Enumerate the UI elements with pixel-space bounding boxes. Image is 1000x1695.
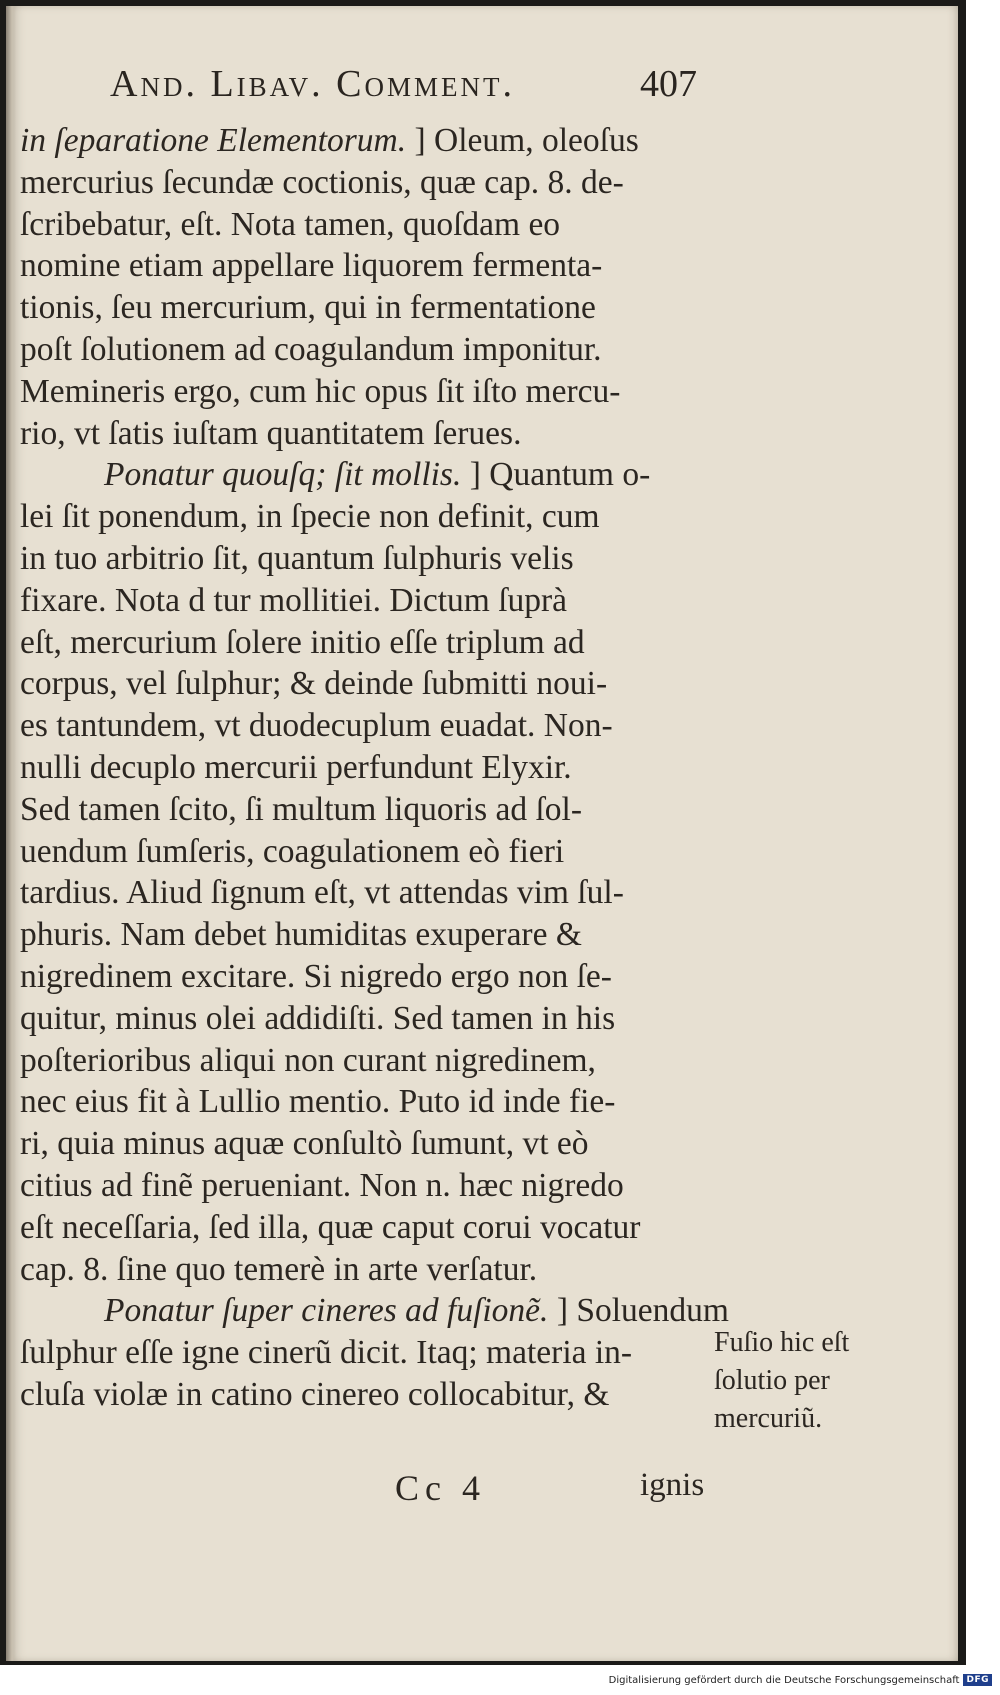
line-text: citius ad finẽ perueniant. Non n. hæc nigredo bbox=[20, 1166, 624, 1204]
line-text: eſt, mercurium ſolere initio eſſe triplum ad bbox=[20, 623, 585, 661]
text-line bbox=[20, 204, 710, 246]
text-line bbox=[20, 538, 710, 580]
text-line bbox=[20, 914, 710, 956]
line-text: ] Quantum o- bbox=[461, 456, 651, 494]
line-text: mercurius ſecundæ coctionis, quæ cap. 8. de- bbox=[20, 163, 624, 201]
marginal-note-line: Fuſio hic eſt bbox=[714, 1327, 850, 1358]
lemma: in ſeparatione Elementorum. bbox=[20, 122, 407, 159]
marginal-note-line: mercuriũ. bbox=[714, 1403, 823, 1434]
text-line bbox=[20, 1290, 729, 1332]
running-title: And. Libav. Comment. bbox=[110, 63, 516, 105]
line-text: ſulphur eſſe igne cinerũ dicit. Itaq; materia in- bbox=[20, 1334, 633, 1372]
digitization-credit bbox=[609, 1674, 992, 1686]
page-header bbox=[110, 62, 710, 112]
page-gutter-shadow bbox=[6, 6, 16, 1661]
text-line bbox=[20, 1332, 710, 1374]
commentary-text bbox=[20, 120, 729, 1416]
text-line bbox=[20, 287, 710, 329]
text-line bbox=[20, 245, 710, 287]
line-text: tardius. Aliud ſignum eſt, vt attendas vim ſul- bbox=[20, 874, 624, 912]
text-line bbox=[20, 872, 710, 914]
text-line bbox=[20, 1081, 710, 1123]
line-text: poſt ſolutionem ad coagulandum imponitur. bbox=[20, 330, 602, 368]
line-text: Memineris ergo, cum hic opus ſit iſto mercu- bbox=[20, 372, 621, 410]
line-text: corpus, vel ſulphur; & deinde ſubmitti noui- bbox=[20, 665, 608, 703]
line-text: nulli decuplo mercurii perfundunt Elyxir. bbox=[20, 748, 572, 786]
line-text: cluſa violæ in catino cinereo collocabitur, & bbox=[20, 1375, 610, 1413]
line-text: phuris. Nam debet humiditas exuperare & bbox=[20, 916, 582, 954]
line-text: rio, vt ſatis iuſtam quantitatem ſerues. bbox=[20, 414, 522, 452]
text-line bbox=[20, 1123, 710, 1165]
line-text: ri, quia minus aquæ conſultò ſumunt, vt eò bbox=[20, 1125, 589, 1163]
marginal-note-line: ſolutio per bbox=[714, 1365, 830, 1396]
text-line bbox=[20, 622, 710, 664]
line-text: Sed tamen ſcito, ſi multum liquoris ad ſol- bbox=[20, 790, 582, 828]
text-line bbox=[20, 1374, 710, 1416]
line-text: ] Soluendum bbox=[548, 1292, 729, 1330]
signature-mark: Cc 4 bbox=[395, 1468, 486, 1508]
page-number: 407 bbox=[640, 63, 697, 105]
line-text: nigredinem excitare. Si nigredo ergo non ſe- bbox=[20, 957, 612, 995]
text-line bbox=[20, 454, 710, 496]
text-line bbox=[20, 998, 710, 1040]
line-text: ſcribebatur, eſt. Nota tamen, quoſdam eo bbox=[20, 205, 561, 243]
text-line bbox=[20, 789, 710, 831]
line-text: tionis, ſeu mercurium, qui in fermentatione bbox=[20, 289, 596, 327]
text-line bbox=[20, 705, 710, 747]
text-line bbox=[20, 1165, 710, 1207]
text-line bbox=[20, 329, 710, 371]
text-line bbox=[20, 120, 710, 162]
text-line bbox=[20, 496, 710, 538]
text-line bbox=[20, 1207, 710, 1249]
line-text: es tantundem, vt duodecuplum euadat. Non- bbox=[20, 707, 613, 745]
text-line bbox=[20, 371, 710, 413]
line-text: fixare. Nota d tur mollitiei. Dictum ſuprà bbox=[20, 581, 568, 619]
line-text: uendum ſumſeris, coagulationem eò fieri bbox=[20, 832, 565, 870]
lemma: Ponatur ſuper cineres ad fuſionẽ. bbox=[104, 1292, 549, 1330]
text-line bbox=[20, 747, 710, 789]
line-text: ] Oleum, oleoſus bbox=[406, 122, 639, 159]
line-text: nomine etiam appellare liquorem fermenta- bbox=[20, 247, 603, 285]
text-line bbox=[20, 1040, 710, 1082]
text-line bbox=[20, 580, 710, 622]
line-text: quitur, minus olei addidiſti. Sed tamen in his bbox=[20, 999, 616, 1037]
line-text: eſt neceſſaria, ſed illa, quæ caput corui vocatur bbox=[20, 1208, 641, 1246]
text-line bbox=[20, 956, 710, 998]
lemma: Ponatur quouſq; ſit mollis. bbox=[104, 456, 462, 494]
credit-text: Digitalisierung gefördert durch die Deutsche Forschungsgemeinschaft bbox=[608, 1674, 960, 1686]
text-line bbox=[20, 1249, 710, 1291]
text-line bbox=[20, 162, 710, 204]
line-text: poſterioribus aliqui non curant nigredinem, bbox=[20, 1041, 596, 1079]
text-line bbox=[20, 413, 710, 455]
text-line bbox=[20, 831, 710, 873]
line-text: cap. 8. ſine quo temerè in arte verſatur. bbox=[20, 1250, 538, 1288]
catchword: ignis bbox=[640, 1467, 705, 1503]
text-line bbox=[20, 663, 710, 705]
line-text: lei ſit ponendum, in ſpecie non definit, cum bbox=[20, 498, 600, 536]
page-footer bbox=[0, 1467, 966, 1517]
marginal-note bbox=[714, 1324, 924, 1438]
dfg-logo: DFG bbox=[963, 1674, 992, 1686]
line-text: in tuo arbitrio ſit, quantum ſulphuris velis bbox=[20, 539, 574, 577]
line-text: nec eius fit à Lullio mentio. Puto id inde fie- bbox=[20, 1083, 616, 1121]
